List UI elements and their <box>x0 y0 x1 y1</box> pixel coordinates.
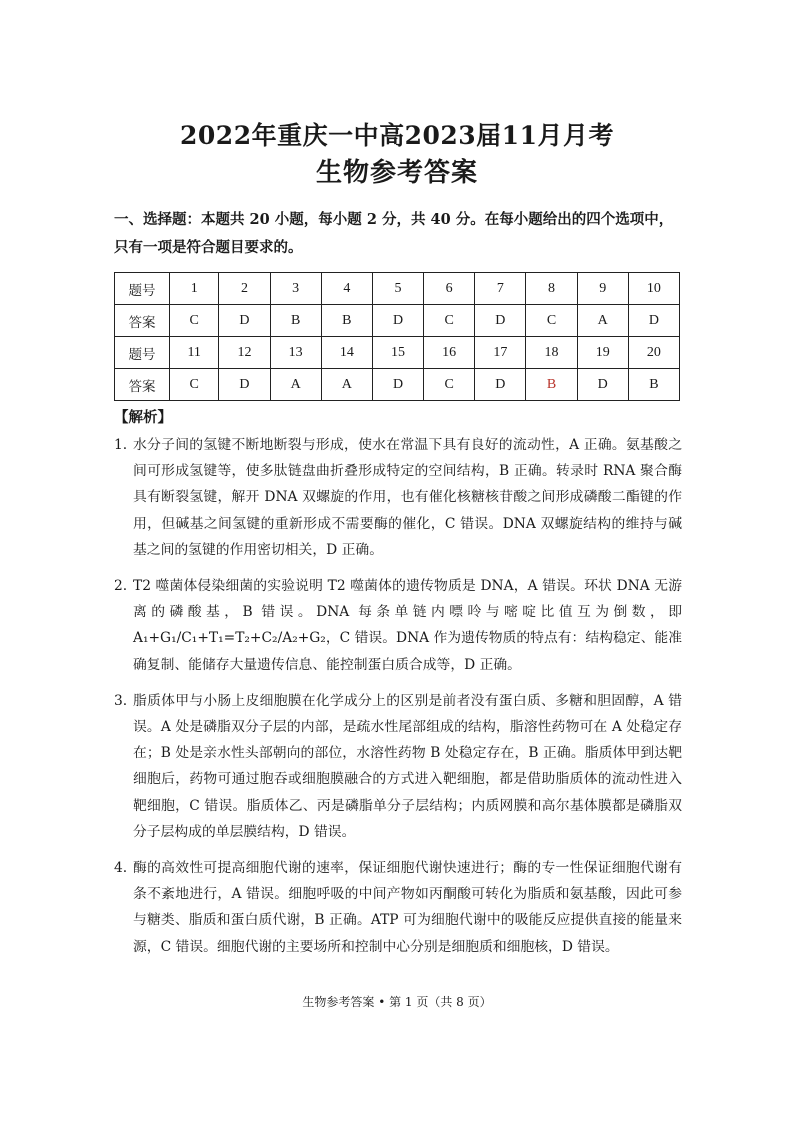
document-subtitle: 生物参考答案 <box>315 158 478 188</box>
question-number: 15 <box>372 337 423 369</box>
question-number: 19 <box>577 337 628 369</box>
question-number: 8 <box>526 273 577 305</box>
item-text: T2 噬菌体侵染细菌的实验说明 T2 噬菌体的遗传物质是 DNA，A 错误。环状 DNA 无游离的磷酸基，B 错误。DNA 每条单链内嘌呤与嘧啶比值互为倒数，即 A₁+G₁/C₁+T₁=T₂+C₂/A₂+G₂，C 错误。DNA 作为遗传物质的特点有：结构稳定、能准确复制、能储存大量遗传信息、能控制蛋白质合成等，D 正确。 <box>133 578 682 673</box>
answer-cell: D <box>219 369 270 401</box>
question-number: 18 <box>526 337 577 369</box>
question-number: 3 <box>270 273 321 305</box>
item-text: 酶的高效性可提高细胞代谢的速率，保证细胞代谢快速进行；酶的专一性保证细胞代谢有条不紊地进行，A 错误。细胞呼吸的中间产物如丙酮酸可转化为脂质和氨基酸，因此可参与糖类、脂质和蛋白质代谢，B 正确。ATP 可为细胞代谢中的吸能反应提供直接的能量来源，C 错误。细胞代谢的主要场所和控制中心分别是细胞质和细胞核，D 错误。 <box>133 860 682 955</box>
answer-cell: B <box>270 305 321 337</box>
answer-cell: C <box>170 305 219 337</box>
item-number: 2. <box>114 578 128 595</box>
question-row-2 <box>115 337 680 369</box>
answer-cell: B <box>628 369 679 401</box>
item-number: 4. <box>114 860 128 877</box>
answer-cell: D <box>372 305 423 337</box>
section-instructions: 一、选择题：本题共 20 小题，每小题 2 分，共 40 分。在每小题给出的四个选项中，只有一项是符合题目要求的。 <box>114 211 674 256</box>
question-number: 14 <box>321 337 372 369</box>
question-row-1 <box>115 273 680 305</box>
item-number: 1. <box>114 437 128 453</box>
item-text: 脂质体甲与小肠上皮细胞膜在化学成分上的区别是前者没有蛋白质、多糖和胆固醇，A 错误。A 处是磷脂双分子层的内部，是疏水性尾部组成的结构，脂溶性药物可在 A 处稳定存在；B 处是亲水性头部朝向的部位，水溶性药物 B 处稳定存在，B 正确。脂质体甲到达靶细胞后，药物可通过胞吞或细胞膜融合的方式进入靶细胞，都是借助脂质体的流动性进入靶细胞，C 错误。脂质体乙、丙是磷脂单分子层结构；内质网膜和高尔基体膜都是磷脂双分子层构成的单层膜结构，D 错误。 <box>133 692 682 840</box>
answer-cell: D <box>577 369 628 401</box>
answer-cell: D <box>475 305 526 337</box>
question-number: 7 <box>475 273 526 305</box>
question-number: 16 <box>424 337 475 369</box>
answer-cell: D <box>628 305 679 337</box>
question-number: 13 <box>270 337 321 369</box>
answer-cell: A <box>577 305 628 337</box>
question-label: 题号 <box>115 337 170 369</box>
answer-cell: C <box>170 369 219 401</box>
analysis-heading: 【解析】 <box>114 409 172 426</box>
answer-cell: D <box>219 305 270 337</box>
answer-row-1 <box>115 305 680 337</box>
question-number: 10 <box>628 273 679 305</box>
answer-cell: C <box>424 305 475 337</box>
answer-row-2 <box>115 369 680 401</box>
answer-label: 答案 <box>115 369 170 401</box>
answer-cell: D <box>372 369 423 401</box>
answer-cell: A <box>321 369 372 401</box>
question-number: 2 <box>219 273 270 305</box>
item-text: 水分子间的氢键不断地断裂与形成，使水在常温下具有良好的流动性，A 正确。氨基酸之间可形成氢键等，使多肽链盘曲折叠形成特定的空间结构，B 正确。转录时 RNA 聚合酶具有断裂氢键，解开 DNA 双螺旋的作用，也有催化核糖核苷酸之间形成磷酸二酯键的作用，但碱基之间氢键的重新形成不需要酶的催化，C 错误。DNA 双螺旋结构的维持与碱基之间的氢键的作用密切相关，D 正确。 <box>133 437 682 558</box>
question-number: 12 <box>219 337 270 369</box>
item-number: 3. <box>114 692 128 709</box>
answer-cell: B <box>321 305 372 337</box>
analysis-list <box>114 432 682 970</box>
question-label: 题号 <box>115 273 170 305</box>
answer-label: 答案 <box>115 305 170 337</box>
answer-cell: C <box>424 369 475 401</box>
analysis-item-2 <box>114 573 682 678</box>
question-number: 6 <box>424 273 475 305</box>
answer-table <box>114 272 680 401</box>
analysis-item-1 <box>114 432 682 563</box>
page-footer: 生物参考答案 • 第 1 页（共 8 页） <box>302 995 492 1009</box>
question-number: 17 <box>475 337 526 369</box>
exam-title: 2022年重庆一中高2023届11月月考 <box>180 121 614 150</box>
question-number: 5 <box>372 273 423 305</box>
answer-cell: A <box>270 369 321 401</box>
analysis-item-4 <box>114 855 682 960</box>
question-number: 11 <box>170 337 219 369</box>
question-number: 9 <box>577 273 628 305</box>
answer-cell-highlighted: B <box>526 369 577 401</box>
question-number: 1 <box>170 273 219 305</box>
question-number: 4 <box>321 273 372 305</box>
answer-cell: C <box>526 305 577 337</box>
analysis-item-3 <box>114 688 682 845</box>
answer-cell: D <box>475 369 526 401</box>
question-number: 20 <box>628 337 679 369</box>
